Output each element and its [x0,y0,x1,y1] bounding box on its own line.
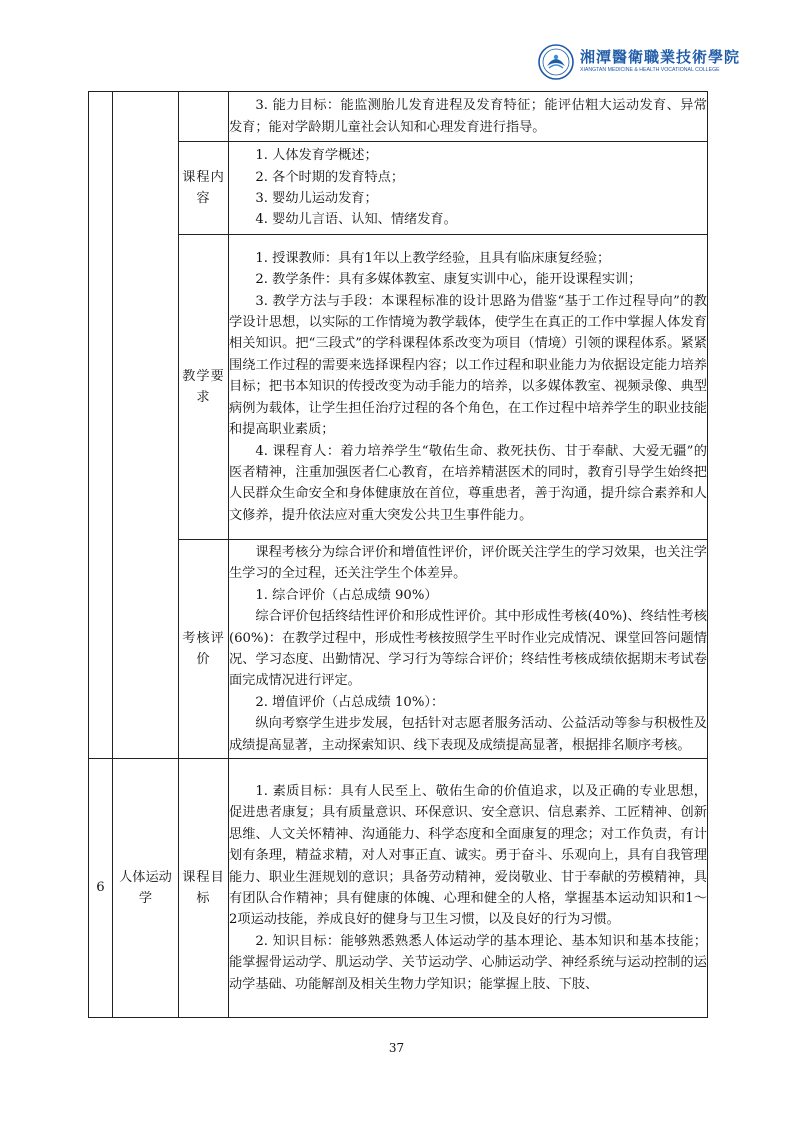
label-cell-empty [179,92,229,142]
teaching-item: 1. 授课教师：具有1年以上教学经验，且具有临床康复经验； [255,250,611,266]
index-cell-empty [89,92,113,759]
assessment-row [89,540,708,759]
college-logo [538,44,741,80]
course-name-cell-empty [113,92,179,759]
teaching-requirements-label: 教学要求 [179,235,229,540]
teaching-item: 4. 课程育人：着力培养学生“敬佑生命、救死扶伤、甘于奉献、大爱无疆”的医者精神，注重加强医者仁心教育，在培养精湛医术的同时，教育引导学生始终把人民群众生命安全和身体健康放在首位，尊重患者，善于沟通，提升综合素养和人文修养，提升依法应对重大突发公共卫生事件能力。 [229,443,707,523]
assessment-item: 1. 综合评价（占总成绩 90%） [255,587,438,603]
course-content-cell [229,142,708,235]
course-content-row [89,142,708,235]
course-objective-cell [229,759,708,1018]
ability-objective-text: 3. 能力目标：能监测胎儿发育进程及发育特征；能评估粗大运动发育、异常发育；能对学龄期儿童社会认知和心理发育进行指导。 [229,98,707,135]
assessment-label: 考核评价 [179,540,229,759]
objective-item: 1. 素质目标：具有人民至上、敬佑生命的价值追求，以及正确的专业思想，促进患者康复；具有质量意识、环保意识、安全意识、信息素养、工匠精神、创新思维、人文关怀精神、沟通能力、科学态度和全面康复的理念；对工作负责，有计划有条理，精益求精，对人对事正直、诚实。勇于奋斗、乐观向上，具有自我管理能力、职业生涯规划的意识；具备劳动精神，爱岗敬业、甘于奉献的劳模精神，具有团队合作精神；具有健康的体魄、心理和健全的人格，掌握基本运动知识和1～2项运动技能，养成良好的健身与卫生习惯，以及良好的行为习惯。 [229,783,707,928]
content-item: 3. 婴幼儿运动发育； [255,191,378,206]
curriculum-table [88,91,708,1018]
course-name: 人体运动学 [113,759,179,1018]
logo-name-cn: 湘潭醫衛職業技術學院 [580,48,741,67]
objective-cont-cell [229,92,708,142]
assessment-item: 2. 增值评价（占总成绩 10%）： [255,694,445,710]
logo-name-en: XIANGTAN MEDICINE & HEALTH VOCATIONAL COLLEGE [580,67,720,74]
assessment-item: 综合评价包括终结性评价和形成性评价。其中形成性考核(40%)、终结性考核(60%)：在教学过程中，形成性考核按照学生平时作业完成情况、课堂回答问题情况、学习态度、出勤情况、学习行为等综合评价；终结性考核成绩依据期末考试卷面完成情况进行评定。 [229,609,707,689]
objective-cont-row [89,92,708,142]
content-item: 4. 婴幼儿言语、认知、情绪发育。 [255,212,457,228]
college-emblem-icon [538,44,574,80]
course-content-label: 课程内容 [179,142,229,235]
objective-item: 2. 知识目标：能够熟悉熟悉人体运动学的基本理论、基本知识和基本技能；能掌握骨运动学、肌运动学、关节运动学、心肺运动学、神经系统与运动控制的运动学基础、功能解剖及相关生物力学知识；能掌握上肢、下肢、 [229,933,707,992]
course-objective-label: 课程目标 [179,759,229,1018]
page-number: 37 [388,1041,405,1055]
course-6-row [89,759,708,1018]
course-index: 6 [89,759,113,1018]
teaching-requirements-cell [229,235,708,540]
assessment-item: 纵向考察学生进步发展，包括针对志愿者服务活动、公益活动等参与积极性及成绩提高显著，主动探索知识、线下表现及成绩提高显著，根据排名顺序考核。 [229,716,707,753]
content-item: 1. 人体发育学概述； [255,148,378,164]
teaching-requirements-row [89,235,708,540]
teaching-item: 3. 教学方法与手段：本课程标准的设计思路为借鉴“基于工作过程导向”的教学设计思想，以实际的工作情境为教学载体，使学生在真正的工作中掌握人体发育相关知识。把“三段式”的学科课程体系改变为项目（情境）引领的课程体系。紧紧围绕工作过程的需要来选择课程内容；以工作过程和职业能力为依据设定能力培养目标；把书本知识的传授改变为动手能力的培养，以多媒体教室、视频录像、典型病例为载体，让学生担任治疗过程的各个角色，在工作过程中培养学生的职业技能和提高职业素质； [229,293,707,438]
assessment-item: 课程考核分为综合评价和增值性评价，评价既关注学生的学习效果，也关注学生学习的全过程，还关注学生个体差异。 [229,544,707,582]
content-item: 2. 各个时期的发育特点； [255,169,405,185]
teaching-item: 2. 教学条件：具有多媒体教室、康复实训中心，能开设课程实训； [255,272,642,288]
assessment-cell [229,540,708,759]
